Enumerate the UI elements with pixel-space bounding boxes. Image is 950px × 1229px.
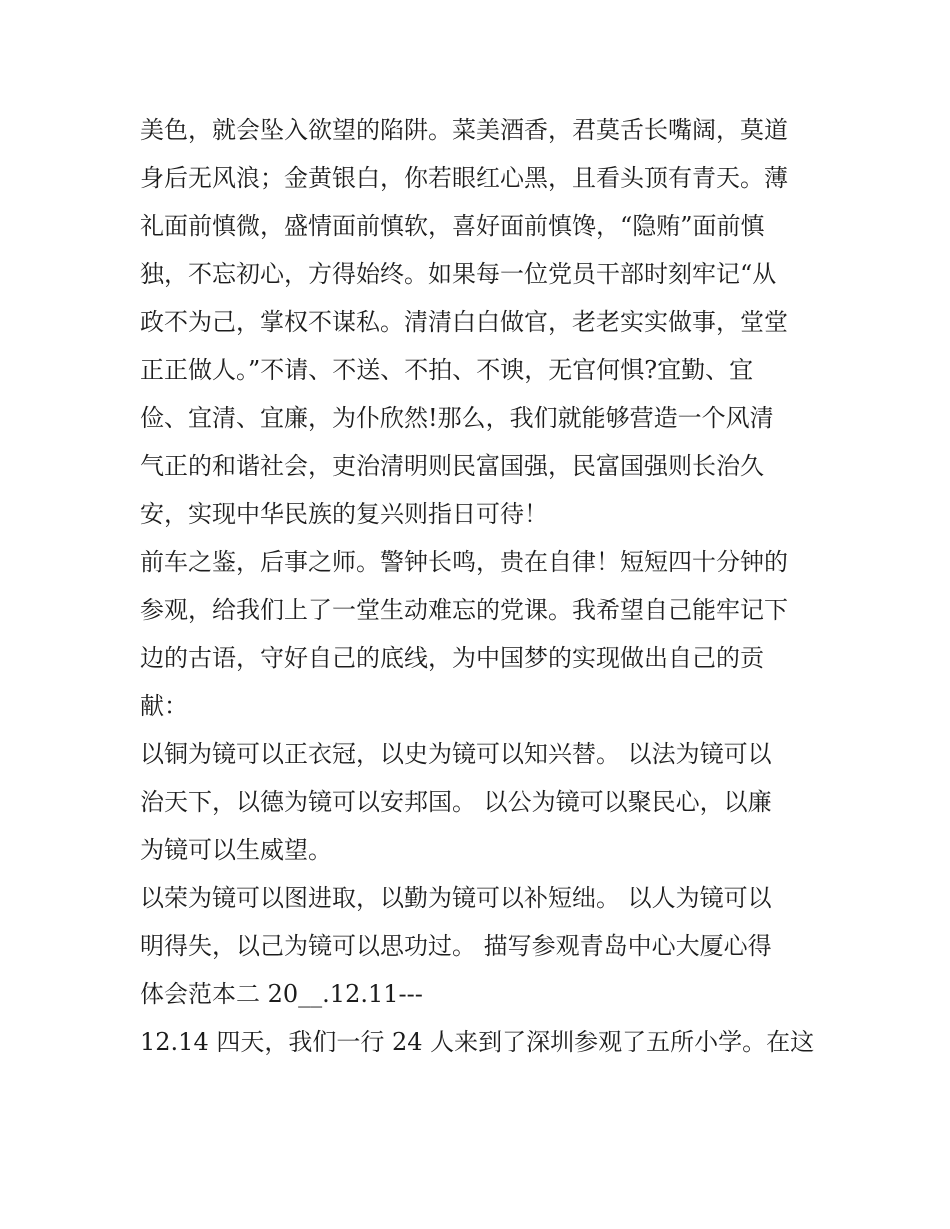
text-line: 以荣为镜可以图进取，以勤为镜可以补短绌。 以人为镜可以 [140,884,772,912]
text-line: 俭、宜清、宜廉，为仆欣然!那么，我们就能够营造一个风清 [140,404,774,432]
text-line: 美色，就会坠入欲望的陷阱。菜美酒香，君莫舌长嘴阔，莫道 [140,116,788,144]
text-line: 治天下，以德为镜可以安邦国。 以公为镜可以聚民心，以廉 [140,788,772,816]
text-line: 前车之鉴，后事之师。警钟长鸣，贵在自律！短短四十分钟的 [140,548,788,576]
text-line: 安，实现中华民族的复兴则指日可待！ [140,500,548,528]
document-body [140,106,815,1066]
text-line: 身后无风浪；金黄银白，你若眼红心黑，且看头顶有青天。薄 [140,164,788,192]
text-line: 参观，给我们上了一堂生动难忘的党课。我希望自己能牢记下 [140,596,788,624]
text-line: 政不为己，掌权不谋私。清清白白做官，老老实实做事，堂堂 [140,308,788,336]
text-line: 体会范本二 20__.12.11--- [140,980,423,1008]
text-line: 正正做人。”不请、不送、不拍、不谀，无官何惧?宜勤、宜 [140,356,754,384]
text-line: 以铜为镜可以正衣冠，以史为镜可以知兴替。 以法为镜可以 [140,740,772,768]
text-line: 边的古语，守好自己的底线，为中国梦的实现做出自己的贡 [140,644,764,672]
text-line: 明得失，以己为镜可以思功过。 描写参观青岛中心大厦心得 [140,932,772,960]
text-line: 12.14 四天，我们一行 24 人来到了深圳参观了五所小学。在这 [140,1028,815,1056]
text-line: 献： [140,692,188,720]
text-line: 气正的和谐社会，吏治清明则民富国强，民富国强则长治久 [140,452,764,480]
text-line: 独，不忘初心，方得始终。如果每一位党员干部时刻牢记“从 [140,260,777,288]
text-line: 为镜可以生威望。 [140,836,332,864]
text-line: 礼面前慎微，盛情面前慎软，喜好面前慎馋，“隐贿”面前慎 [140,212,765,240]
